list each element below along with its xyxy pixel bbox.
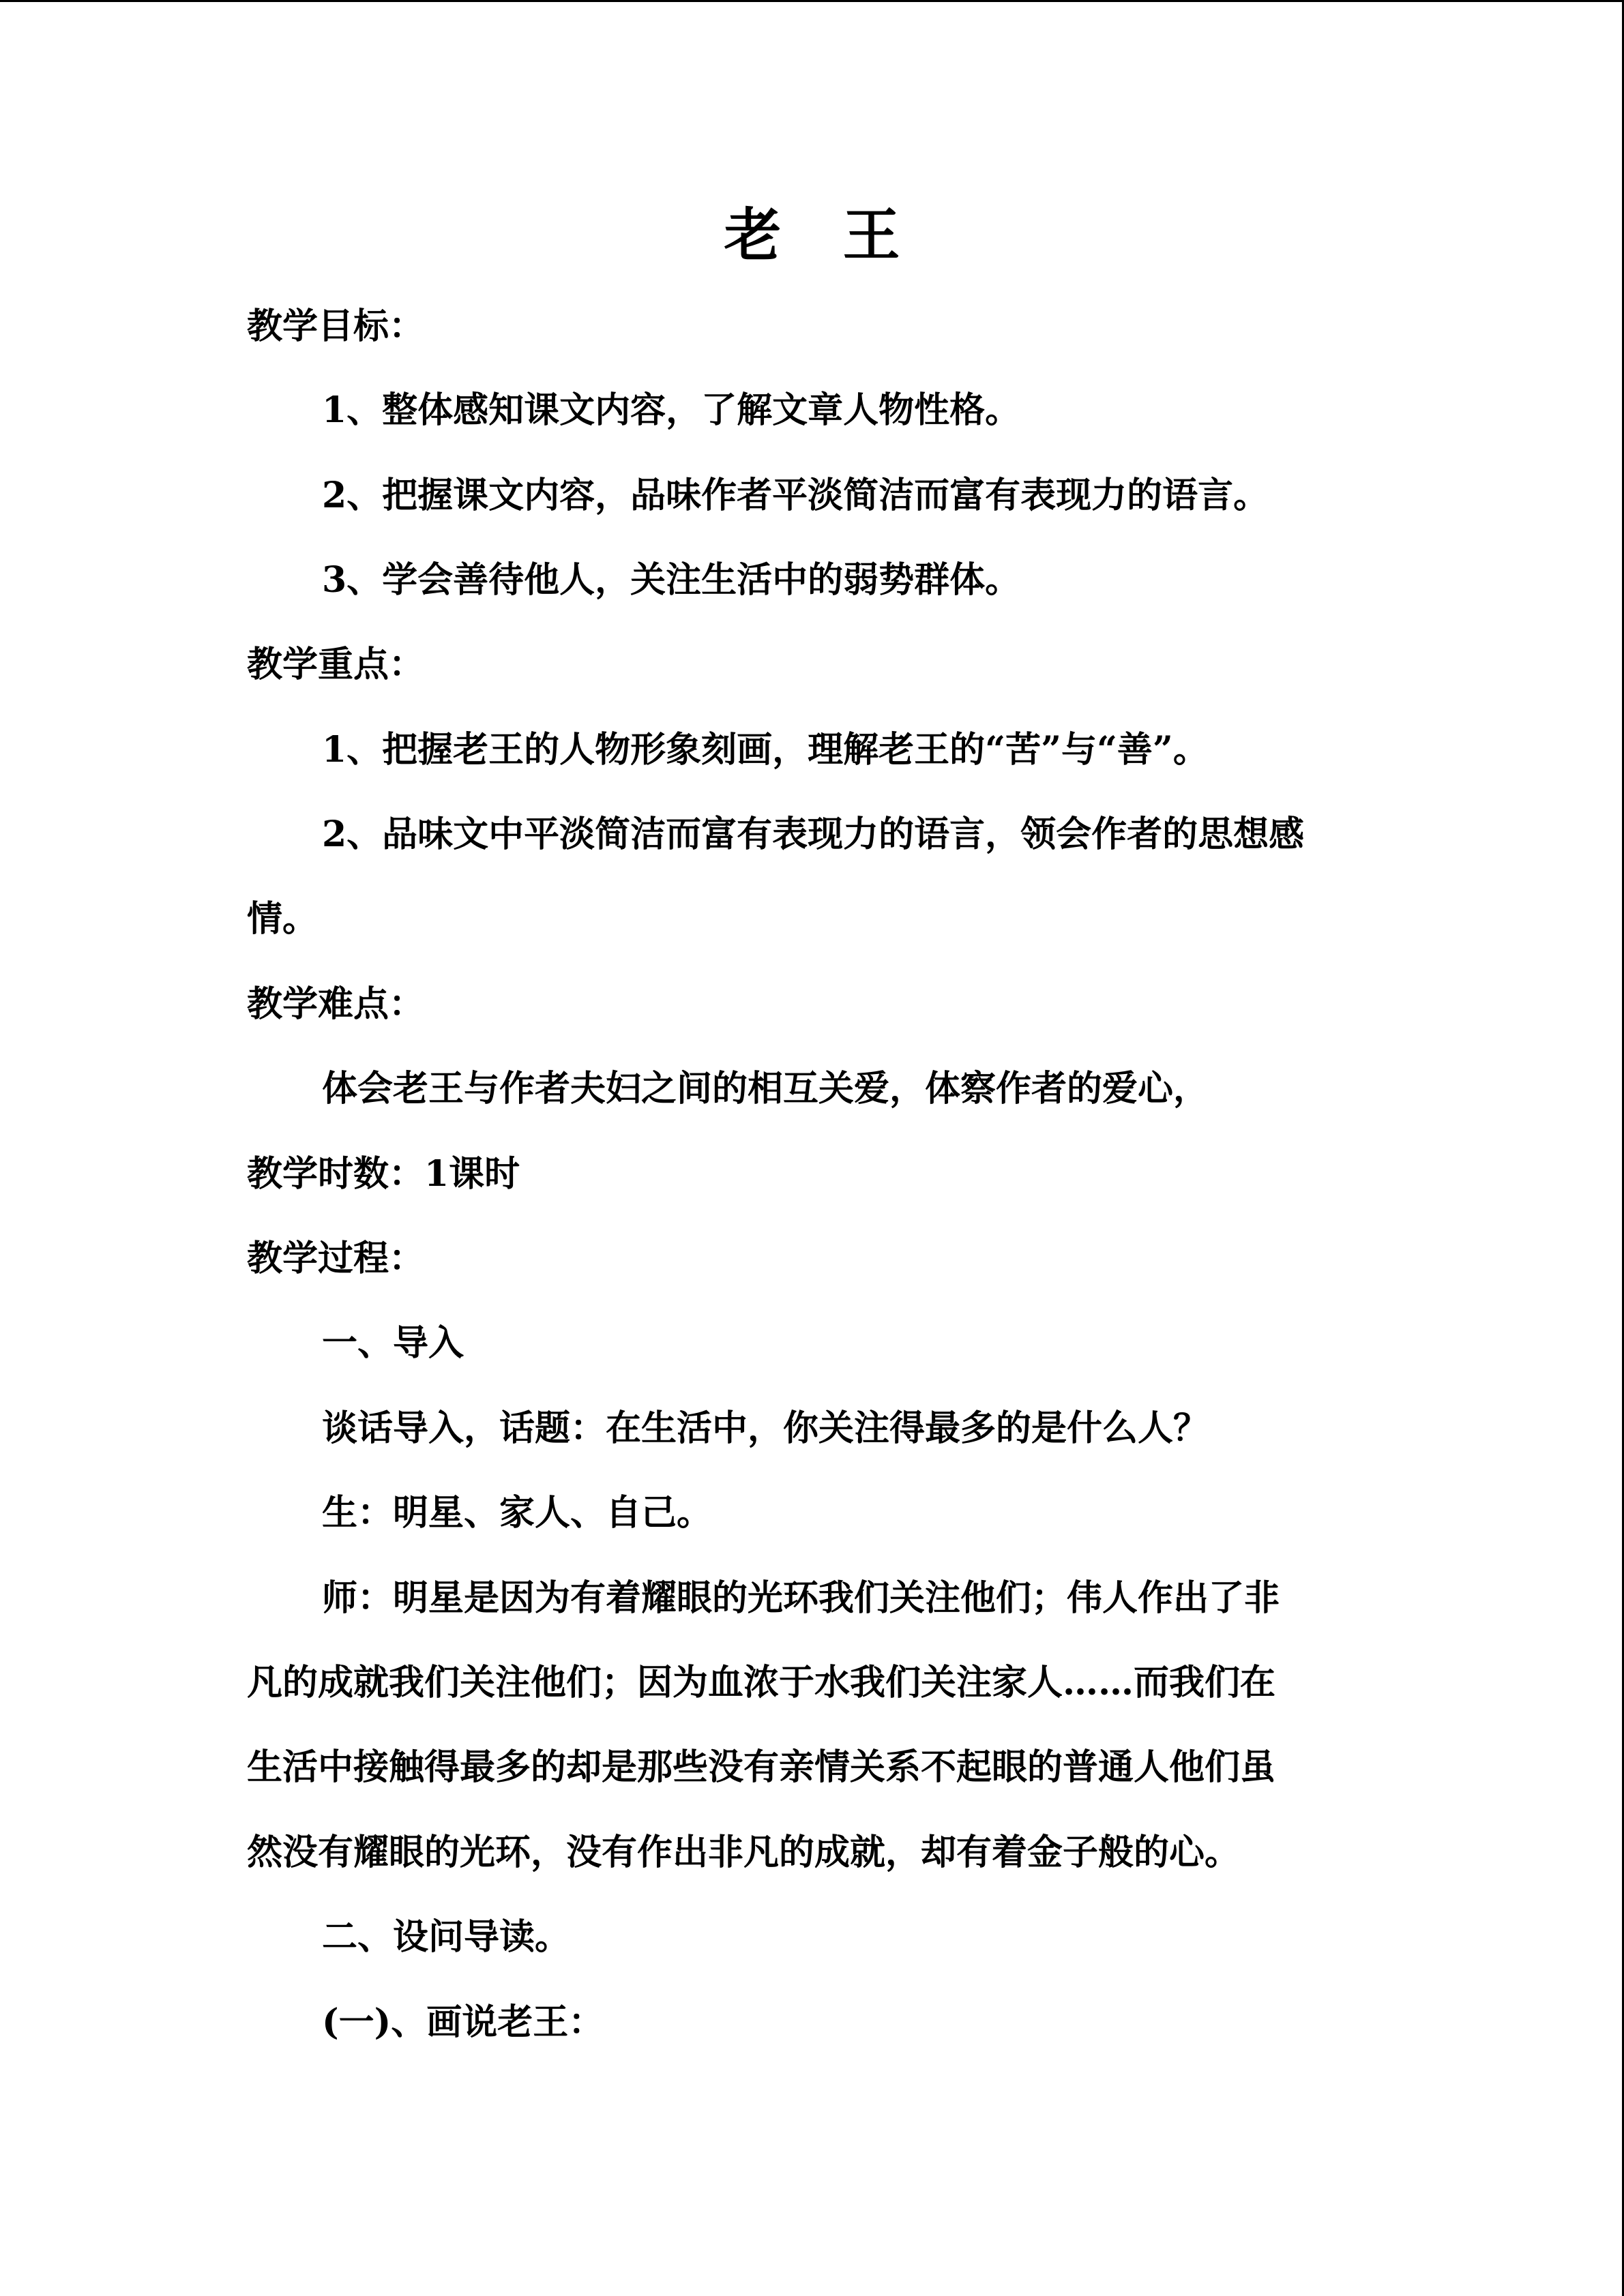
heading-difficulties: 教学难点：	[247, 983, 425, 1025]
student-answer: 生：明星、家人、自己。	[322, 1492, 713, 1534]
teacher-remark-line-4: 然没有耀眼的光环，没有作出非凡的成就，却有着金子般的心。	[247, 1832, 1241, 1873]
teaching-hours: 教学时数：1课时	[247, 1153, 520, 1195]
subsection-describe-lao-wang: (一)、画说老王：	[322, 2001, 604, 2043]
teacher-remark-line-3: 生活中接触得最多的却是那些没有亲情关系不起眼的普通人他们虽	[247, 1746, 1276, 1788]
key-point-1: 1、把握老王的人物形象刻画，理解老王的“苦”与“善”。	[322, 729, 1209, 771]
difficulty-text: 体会老王与作者夫妇之间的相互关爱，体察作者的爱心，	[322, 1068, 1209, 1109]
intro-question: 谈话导入，话题：在生活中，你关注得最多的是什么人？	[322, 1407, 1209, 1449]
heading-teaching-process: 教学过程：	[247, 1238, 425, 1279]
key-point-2: 2、品味文中平淡简洁而富有表现力的语言，领会作者的思想感	[322, 814, 1305, 855]
title-char-1: 老	[724, 201, 782, 269]
key-point-2-continued: 情。	[247, 898, 319, 940]
objective-1: 1、整体感知课文内容，了解文章人物性格。	[322, 389, 1021, 431]
heading-key-points: 教学重点：	[247, 644, 425, 685]
document-title	[0, 201, 1624, 269]
objective-2: 2、把握课文内容，品味作者平淡简洁而富有表现力的语言。	[322, 475, 1269, 516]
objective-3: 3、学会善待他人，关注生活中的弱势群体。	[322, 559, 1021, 601]
section-introduction: 一、导入	[322, 1322, 464, 1364]
section-guided-reading: 二、设问导读。	[322, 1916, 571, 1958]
title-char-2: 王	[842, 201, 900, 269]
teacher-remark-line-1: 师：明星是因为有着耀眼的光环我们关注他们；伟人作出了非	[322, 1577, 1280, 1619]
heading-teaching-objectives: 教学目标：	[247, 305, 425, 347]
page-top-border	[0, 0, 1624, 2]
teacher-remark-line-2: 凡的成就我们关注他们；因为血浓于水我们关注家人……而我们在	[247, 1662, 1276, 1703]
